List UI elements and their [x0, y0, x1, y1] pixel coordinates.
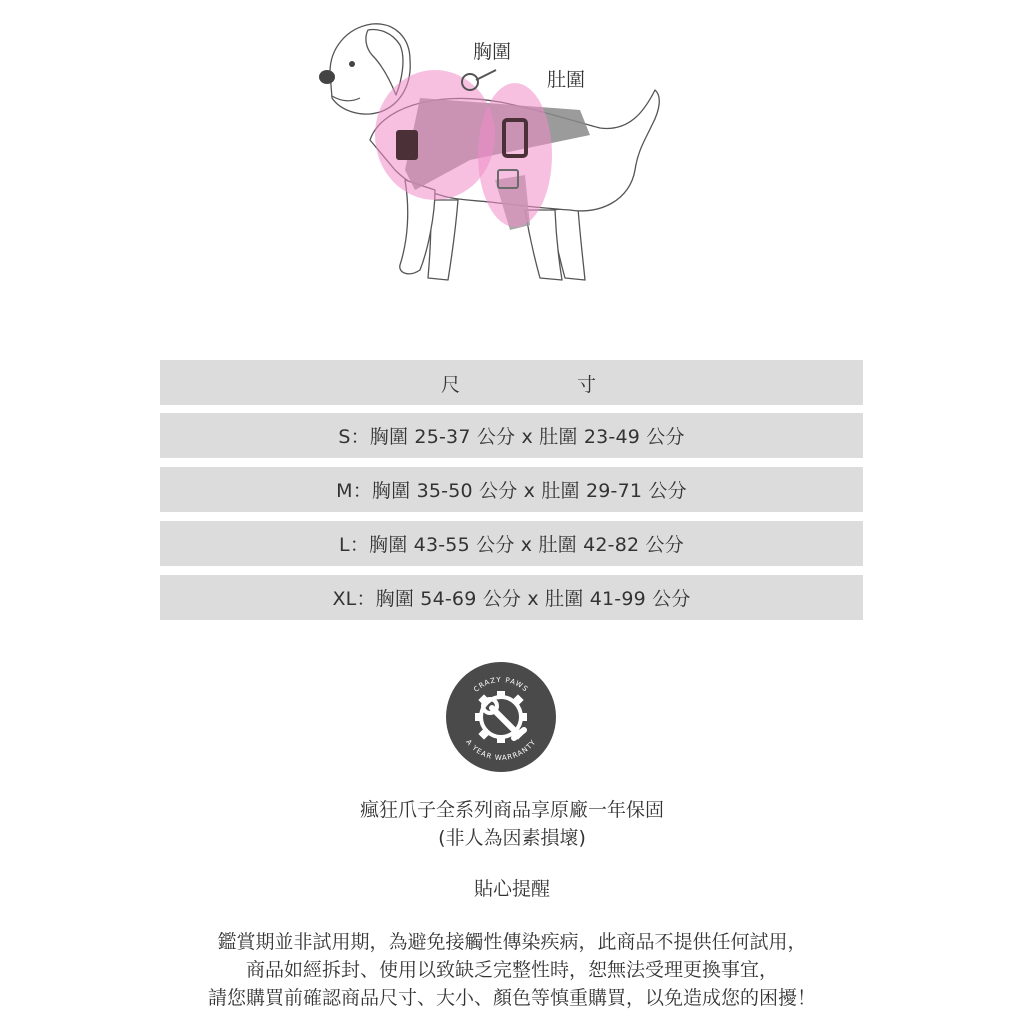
warranty-line-2: (非人為因素損壞) [438, 827, 586, 849]
size-table [160, 360, 863, 629]
size-header-char-1: 尺 [441, 374, 461, 396]
badge-bottom-text: A YEAR WARRANTY [464, 738, 538, 763]
chest-label: 胸圍 [473, 41, 512, 63]
reminder-title: 貼心提醒 [473, 878, 550, 900]
size-row-m: M：胸圍 35-50 公分 x 肚圍 29-71 公分 [160, 467, 863, 512]
warranty-text [0, 796, 1024, 852]
badge-top-text: CRAZY PAWS [472, 675, 530, 694]
size-header-char-2: 寸 [577, 374, 597, 396]
size-row-xl: XL：胸圍 54-69 公分 x 肚圍 41-99 公分 [160, 575, 863, 620]
chest-zone [375, 70, 495, 200]
warranty-line-1: 瘋狂爪子全系列商品享原廠一年保固 [359, 799, 664, 821]
belly-label: 肚圍 [547, 69, 586, 91]
size-row-l: L：胸圍 43-55 公分 x 肚圍 42-82 公分 [160, 521, 863, 566]
reminder-line-2: 商品如經拆封、使用以致缺乏完整性時，恕無法受理更換事宜， [245, 959, 778, 981]
reminder-line-1: 鑑賞期並非試用期，為避免接觸性傳染疾病，此商品不提供任何試用， [217, 931, 807, 953]
warranty-badge [444, 660, 558, 774]
size-table-header [160, 360, 863, 405]
reminder-line-3: 請您購買前確認商品尺寸、大小、顏色等慎重購買，以免造成您的困擾！ [207, 987, 816, 1009]
reminder-text [0, 928, 1024, 1012]
gear-wrench-icon [475, 691, 527, 743]
size-row-s: S：胸圍 25-37 公分 x 肚圍 23-49 公分 [160, 413, 863, 458]
